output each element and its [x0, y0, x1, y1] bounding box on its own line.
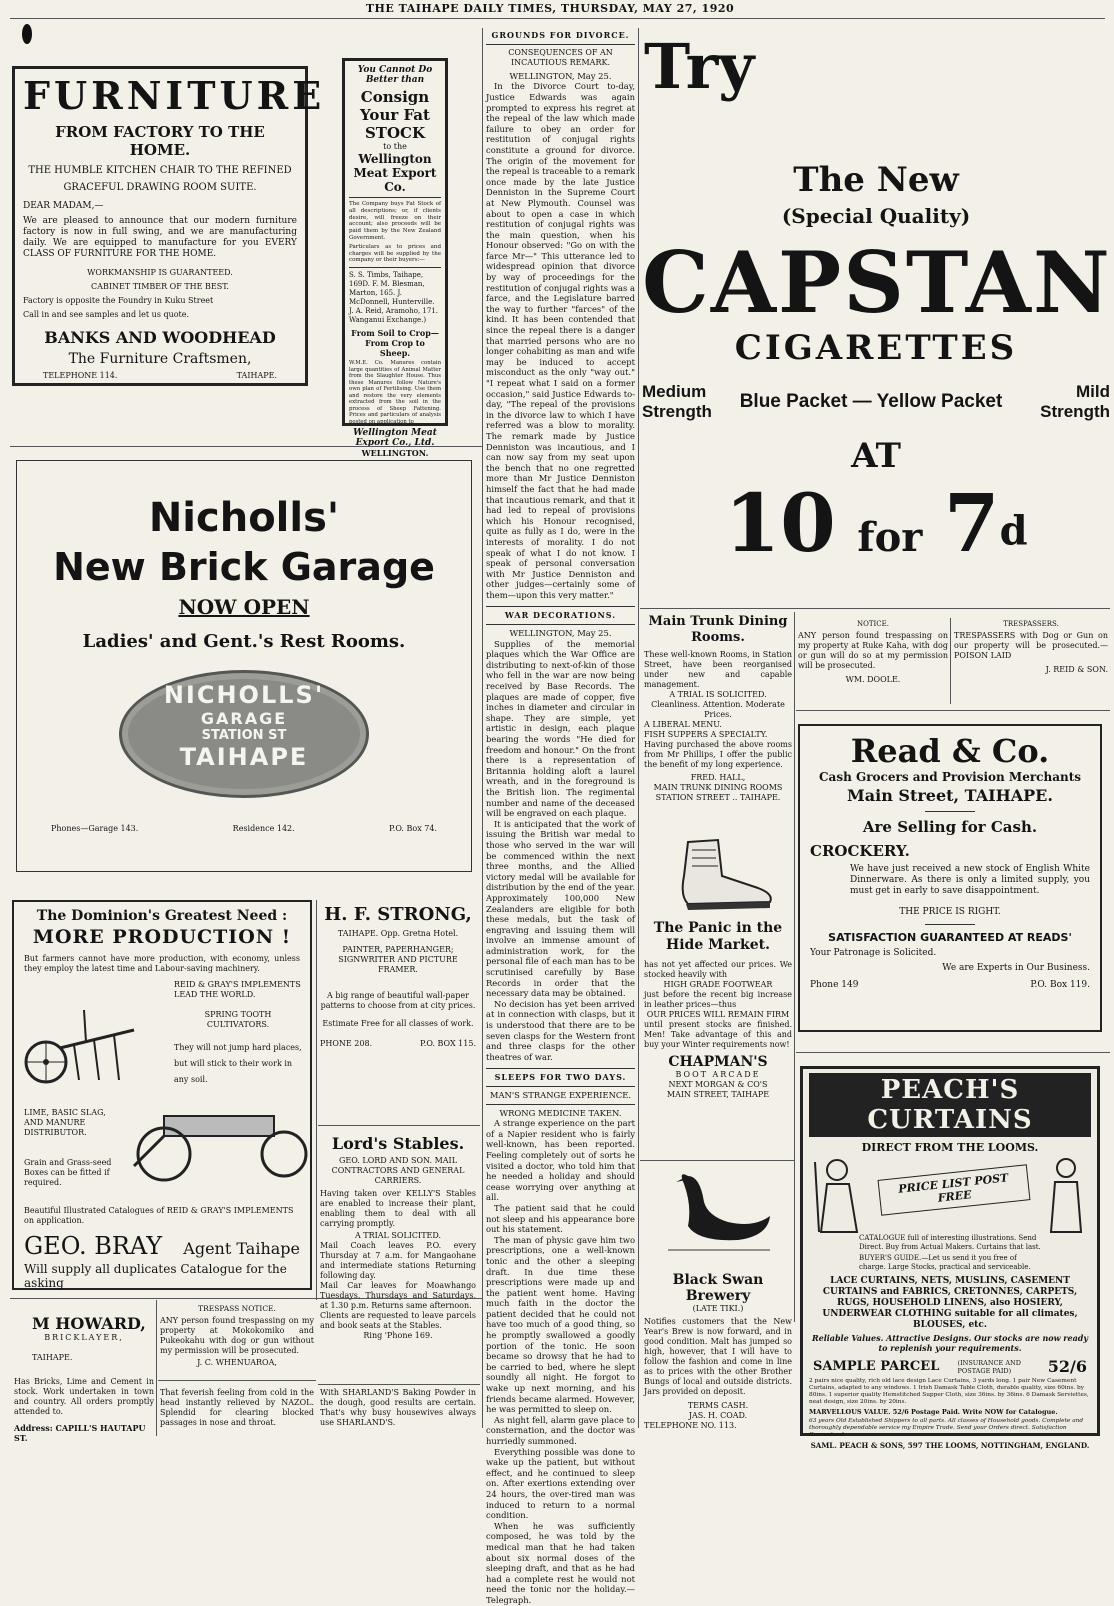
- wellington-meat-ad: [342, 58, 448, 459]
- lords-sub: GEO. LORD AND SON. MAIL CONTRACTORS AND GENERAL CARRIERS.: [331, 1156, 465, 1185]
- howard-ad: [14, 1304, 154, 1443]
- trespass2-body: ANY person found trespassing on my property at Mokokomiko and Pukeokahu with dog or gun without my permission will be prosecuted.: [160, 1316, 314, 1355]
- notice-ad: [798, 620, 948, 700]
- capstan-new: The New: [793, 160, 959, 200]
- divorce-sub: CONSEQUENCES OF AN INCAUTIOUS REMARK.: [508, 47, 613, 68]
- war-p2: It is anticipated that the work of issuing the British war medal to those who served in the war will be commenced within the next three months, and the Allied victory medal will be available for distribution by the end of the year. Approximately 100,000 New Zealanders are eligible for both these medals, but the task of engraving and issuing them will involve an immense amount of administration work, for the personal file of each man has to be scrutinised carefully by Base Records in order that the necessary data may be obtained.: [486, 818, 635, 999]
- swan-late: (LATE TIKI.): [692, 1304, 744, 1313]
- wellington-slogan: From Soil to Crop— From Crop to Sheep.: [351, 328, 439, 359]
- dominion-body: But farmers cannot have more production, with economy, unless they employ the latest time and Labour-saving machinery.: [24, 954, 300, 973]
- sleeps-p1: A strange experience on the part of a Napier resident who is fairly well-known, has been reported. Feeling completely out of sorts he visited a doctor, who told him that he needed a holiday and should cease worrying over anything at all.: [486, 1118, 635, 1203]
- sleeps-sub1: MAN'S STRANGE EXPERIENCE.: [489, 1090, 632, 1100]
- nicholls-phone: Phones—Garage 143.: [51, 824, 139, 833]
- dining-fish: FISH SUPPERS A SPECIALTY.: [644, 730, 768, 739]
- dining-body2: Having purchased the above rooms from Mr Phillips, I offer the public the benefit of my long experience.: [644, 740, 792, 769]
- wellington-l4: Wellington Meat Export Co.: [353, 152, 437, 194]
- nicholls-oval-sign: [119, 670, 369, 798]
- dominion-r6: Beautiful Illustrated Catalogues of REID & GRAY'S IMPLEMENTS on application.: [24, 1206, 294, 1225]
- peach-ad: [800, 1066, 1100, 1450]
- trespassers-head: TRESPASSERS.: [1003, 620, 1059, 628]
- sharland-body: With SHARLAND'S Baking Powder in the dough, good results are certain. That's why busy housewives always use SHARLAND'S.: [320, 1388, 476, 1427]
- swan-body: Notifies customers that the New Year's Brew is now forward, and in good condition. Malt has jumped so high, however, that I will have to follow the fashion and come in line as to prices with the other Brother Bungs of local and outside districts. Jars provided on deposit.: [644, 1317, 792, 1396]
- read-box: P.O. Box 119.: [1030, 980, 1090, 990]
- capstan-brand: CAPSTAN: [642, 233, 1112, 332]
- nazol-body: That feverish feeling from cold in the head instantly relieved by NAZOL. Splendid for clearing blocked passages in nose and throat.: [160, 1388, 314, 1427]
- wellington-body1: The Company buys Fat Stock of all descriptions; or, if clients desire, will freeze on their account; also proceeds will be paid them by the New Zealand Government.: [349, 201, 441, 241]
- notice-head: NOTICE.: [857, 620, 889, 628]
- read-experts: We are Experts in Our Business.: [942, 963, 1090, 973]
- read-body: We have just received a new stock of English White Dinnerware. As there is only a limited supply, you must get in early to save disappointment.: [850, 864, 1090, 896]
- lords-trial: A TRIAL SOLICITED.: [354, 1231, 442, 1240]
- nicholls-rooms: Ladies' and Gent.'s Rest Rooms.: [82, 631, 406, 652]
- notice-name: WM. DOOLE.: [845, 675, 901, 684]
- dining-ad: [644, 614, 792, 802]
- dominion-supply: Will supply all duplicates Catalogue for the asking: [24, 1262, 287, 1290]
- peach-addr: SAML. PEACH & SONS, 597 THE LOOMS, NOTTINGHAM, ENGLAND.: [810, 1441, 1090, 1450]
- war-p1: Supplies of the memorial plaques which the War Office are distributing to next-of-kin of those who fell in the war are now being received by Base Records. The plaques are made of copper, five inches in diameter and circular in shape. They are simple, yet artistic in design, each plaque bearing the words "He died for freedom and honour." On the front there is a representation of Britannia holding aloft a laurel wreath, and in the foreground is the British lion. The regimental number and name of the deceased will be engraved on each plaque.: [486, 638, 635, 819]
- divorce-dateline: WELLINGTON, May 25.: [509, 70, 612, 81]
- capstan-ten: 10: [724, 476, 836, 570]
- sleeps-p2: The patient said that he could not sleep and his appearance bore out his statement.: [486, 1202, 635, 1235]
- read-guarantee: SATISFACTION GUARANTEED AT READS': [828, 931, 1072, 944]
- swan-illustration: [658, 1166, 778, 1262]
- howard-trade: BRICKLAYER,: [44, 1333, 124, 1342]
- sleeps-p5: Everything possible was done to wake up the patient, but without effect, and he continued to sleep on. After exertions extending over 24 hours, the over-tired man was induced to return to a normal condition.: [486, 1446, 635, 1521]
- strong-ad: [320, 904, 476, 1048]
- swan-phone: TELEPHONE NO. 113.: [644, 1421, 737, 1430]
- capstan-d: d: [999, 507, 1028, 555]
- dining-menu: A LIBERAL MENU.: [644, 720, 722, 729]
- dominion-agent2: Agent Taihape: [183, 1239, 300, 1258]
- swan-owner: JAS. H. COAD.: [688, 1411, 748, 1420]
- peach-goods: LACE CURTAINS, NETS, MUSLINS, CASEMENT CURTAINS and FABRICS, CRETONNES, CARPETS, RUGS, HOUSEHOLD LINENS, also HOSIERY, UNDERWEAR CLOTHING suitable for all climates, BLOUSES, etc.: [822, 1276, 1078, 1330]
- sleeps-p3: The man of physic gave him two prescriptions, one a well-known tonic and the other a sleeping draft. In due time these prescriptions were made up and the patient went home. Having much faith in the doctor the patient decided that he could not have too much of a good thing, so he promptly swallowed a goodly portion of the tonic. He soon became so drowsy that he had to be carried to bed, where he slept soundly all night. He forgot to wake up next morning, and his friends became alarmed. However, he was permitted to sleep on.: [486, 1234, 635, 1415]
- nicholls-res: Residence 142.: [232, 824, 295, 833]
- figure-illustration: [1041, 1156, 1091, 1234]
- trespassers-ad: [954, 620, 1108, 700]
- war-head: WAR DECORATIONS.: [504, 610, 617, 621]
- furniture-title: FURNITURE: [23, 73, 326, 118]
- wellington-l3: to the: [383, 142, 407, 151]
- trespass2-head: TRESPASS NOTICE.: [198, 1304, 276, 1313]
- capstan-medium: Medium Strength: [642, 382, 712, 421]
- wellington-agents: S. S. Timbs, Taihape, 169D. F. M. Blesman, Marton, 165. J. McDonnell, Hunterville. J. A. Reid, Aramoho, 171. Wanganui Exchange.): [349, 271, 438, 325]
- dining-addr: MAIN TRUNK DINING ROOMS STATION STREET .. TAIHAPE.: [653, 783, 783, 802]
- peach-marv: MARVELLOUS VALUE. 52/6 Postage Paid. Write NOW for Catalogue.: [809, 1408, 1058, 1416]
- furniture-sub3: GRACEFUL DRAWING ROOM SUITE.: [63, 182, 257, 193]
- dining-virtues: Cleanliness. Attention. Moderate Prices.: [651, 700, 785, 719]
- dominion-r3: They will not jump hard places, but will stick to their work in any soil.: [174, 1043, 302, 1084]
- strong-name: H. F. STRONG,: [324, 904, 472, 925]
- britannia-illustration: [809, 1156, 869, 1234]
- howard-name: M HOWARD,: [32, 1314, 146, 1333]
- nazol-ad: [160, 1388, 314, 1438]
- furniture-line2: CABINET TIMBER OF THE BEST.: [91, 282, 229, 291]
- capstan-at: AT: [851, 436, 901, 476]
- shoe-firm: OUR PRICES WILL REMAIN FIRM: [646, 1010, 790, 1019]
- nicholls-oval3: STATION ST: [201, 728, 287, 743]
- strong-addr: TAIHAPE. Opp. Gretna Hotel.: [337, 929, 459, 938]
- howard-body: Has Bricks, Lime and Cement in stock. Work undertaken in town and country. All orders promptly attended to.: [14, 1377, 154, 1416]
- furniture-body: We are pleased to announce that our modern furniture factory is now in full swing, and we are manufacturing daily. We are equipped to manufacture for you EVERY CLASS OF FURNITURE FOR THE HOME.: [23, 216, 297, 259]
- dominion-ad: [12, 900, 312, 1290]
- nicholls-box: P.O. Box 74.: [389, 824, 437, 833]
- swan-terms: TERMS CASH.: [687, 1401, 749, 1410]
- capstan-ad: [642, 32, 1110, 602]
- wellington-body2: Particulars as to prices and charges will be supplied by the company or their buyers:—: [349, 243, 441, 264]
- divorce-head: GROUNDS FOR DIVORCE.: [491, 30, 630, 40]
- lords-clients: Clients are requested to leave parcels and book seats at the Stables.: [320, 1311, 476, 1330]
- peach-cat: CATALOGUE full of interesting illustrations. Send Direct. Buy from Actual Makers. Curtains that last.: [859, 1234, 1041, 1251]
- sleeps-p6: When he was sufficiently composed, he was told by the medical man that he had taken about six normal doses of the sleeping draft, and that as he had had a complete rest he would not need the tonic nor the holiday.—Telegraph.: [486, 1520, 635, 1605]
- dominion-agent: GEO. BRAY: [24, 1232, 163, 1260]
- shoe-body: has not yet affected our prices. We stocked heavily with: [644, 960, 792, 979]
- cultivator-illustration: [24, 1000, 144, 1090]
- page-corner-mark: [22, 24, 32, 44]
- peach-items: 2 pairs nice quality, rich old lace design Lace Curtains, 3 yards long. 1 pair New Casement Curtains, adapted to any windows. 1 Irish Damask Table Cloth, durable quality, size 60ins. by 80ins. 1 superior quality Hemstitched Supper Cloth, size 36ins. by 36ins. 6 Damask Serviettes, neat design, size 20ins. by 20ins.: [809, 1378, 1089, 1405]
- capstan-packets: Blue Packet — Yellow Packet: [739, 391, 1003, 412]
- strong-box: P.O. BOX 115.: [420, 1039, 476, 1048]
- peach-list: PRICE LIST POST FREE: [878, 1164, 1031, 1215]
- boot-illustration: [658, 836, 778, 916]
- wellington-city: WELLINGTON.: [361, 448, 429, 459]
- wellington-l1: You Cannot Do Better than: [357, 65, 433, 85]
- distributor-illustration: [134, 1106, 304, 1186]
- nicholls-oval1: NICHOLLS': [163, 681, 325, 709]
- wellington-body3: W.M.E. Co. Manures contain large quantities of Animal Matter from the Slaughter House. Thus these Manures follow Nature's own plan of Fertilising. Use them and restore the very elements extracted from the soil in the process of Sheep Fattening. Prices and particulars of analysis posted on application to: [349, 360, 441, 425]
- shoe-grade: HIGH GRADE FOOTWEAR: [663, 980, 773, 989]
- lords-body: Having taken over KELLY'S Stables are enabled to increase their plant, enabling them to deal with all carrying promptly.: [320, 1189, 476, 1228]
- peach-title: PEACH'S CURTAINS: [809, 1073, 1091, 1137]
- notice-body: ANY person found trespassing on my property at Ruke Kaha, with dog or gun will do so at my permission will be prosecuted.: [798, 631, 948, 670]
- dominion-head1: The Dominion's Greatest Need :: [36, 908, 288, 924]
- shoe-arcade: BOOT ARCADE: [675, 1070, 761, 1079]
- dominion-r1: REID & GRAY'S IMPLEMENTS LEAD THE WORLD.: [174, 980, 301, 999]
- lords-mail: Mail Coach leaves P.O. every Thursday at 7 a.m. for Mangaohane and intermediate stations Returning following day.: [320, 1241, 476, 1280]
- dining-title: Main Trunk Dining Rooms.: [648, 614, 788, 645]
- peach-guide: BUYER'S GUIDE.—Let us send it you free of charge. Large Stocks, practical and serviceable.: [859, 1254, 1031, 1271]
- strong-est: Estimate Free for all classes of work.: [322, 1019, 474, 1028]
- nicholls-open: NOW OPEN: [178, 595, 310, 619]
- capstan-price: 7: [943, 476, 1000, 570]
- read-crockery: CROCKERY.: [810, 842, 910, 860]
- peach-ins: (INSURANCE AND POSTAGE PAID): [957, 1358, 1021, 1375]
- capstan-try: Try: [644, 30, 755, 103]
- furniture-phone: TELEPHONE 114.: [43, 371, 118, 380]
- swan-title: Black Swan Brewery: [672, 1272, 764, 1304]
- shoe-street: MAIN STREET, TAIHAPE: [666, 1090, 770, 1099]
- war-p3: No decision has yet been arrived at in connection with clasps, but it is understood that there are to be seven clasps for the Western front and three clasps for the other theatres of war.: [486, 998, 635, 1062]
- peach-est: 63 years Old Established Shippers to all parts. All classes of Household goods. Complete and thoroughly dependable service my Empire Trade. Send your Orders direct. Satisfaction Guaranteed.: [809, 1418, 1084, 1438]
- furniture-line1: WORKMANSHIP IS GUARANTEED.: [87, 268, 233, 277]
- shoe-next: NEXT MORGAN & CO'S: [668, 1080, 768, 1089]
- capstan-mild: Mild Strength: [1040, 382, 1110, 421]
- dominion-r2: SPRING TOOTH CULTIVATORS.: [204, 1010, 272, 1029]
- furniture-line3: Factory is opposite the Foundry in Kuku Street: [23, 296, 214, 305]
- swan-ad: [644, 1166, 792, 1436]
- peach-price: 52/6: [1047, 1357, 1087, 1376]
- peach-parcel: SAMPLE PARCEL: [813, 1359, 940, 1374]
- sleeps-head: SLEEPS FOR TWO DAYS.: [494, 1072, 627, 1083]
- read-phone: Phone 149: [810, 980, 859, 990]
- furniture-sub1: FROM FACTORY TO THE HOME.: [55, 123, 265, 159]
- masthead: THE TAIHAPE DAILY TIMES, THURSDAY, MAY 27, 1920: [365, 2, 735, 15]
- trespass2-ad: [160, 1304, 314, 1380]
- nicholls-oval4: TAIHAPE: [179, 743, 309, 771]
- read-selling: Are Selling for Cash.: [862, 818, 1038, 836]
- lords-name: Lord's Stables.: [331, 1134, 465, 1153]
- strong-range: A big range of beautiful wall-paper patterns to choose from at city prices.: [320, 991, 476, 1010]
- dominion-head2: MORE PRODUCTION !: [32, 926, 292, 948]
- read-sub: Cash Grocers and Provision Merchants: [819, 770, 1081, 784]
- howard-town: TAIHAPE.: [32, 1353, 73, 1362]
- lords-ad: [320, 1134, 476, 1340]
- sleeps-p4: As night fell, alarm gave place to consternation, and the doctor was hurriedly summoned.: [486, 1414, 635, 1446]
- read-price: THE PRICE IS RIGHT.: [899, 907, 1001, 917]
- read-street: Main Street, TAIHAPE.: [847, 786, 1053, 805]
- howard-addr: Address: CAPILL'S HAUTAPU ST.: [14, 1423, 146, 1443]
- shoe-title: The Panic in the Hide Market.: [653, 920, 783, 953]
- trespassers-body: TRESPASSERS with Dog or Gun on our property will be prosecuted.—POISON LAID: [954, 631, 1108, 660]
- dominion-r5: Grain and Grass-seed Boxes can be fitted if required.: [24, 1158, 112, 1187]
- peach-reliable: Reliable Values. Attractive Designs. Our stocks are now ready to replenish your requirements.: [811, 1333, 1089, 1353]
- war-dateline: WELLINGTON, May 25.: [509, 628, 612, 639]
- capstan-cig: CIGARETTES: [734, 328, 1018, 368]
- furniture-firm: BANKS AND WOODHEAD: [44, 328, 276, 347]
- read-patron: Your Patronage is Solicited.: [810, 948, 937, 958]
- strong-trade: PAINTER, PAPERHANGER; SIGNWRITER AND PICTURE FRAMER.: [338, 945, 458, 974]
- wellington-firm: Wellington Meat Export Co., Ltd.: [353, 428, 437, 449]
- shoe-name: CHAPMAN'S: [668, 1054, 768, 1070]
- nicholls-ad: [16, 460, 472, 872]
- news-column: [486, 30, 635, 1605]
- furniture-salutation: DEAR MADAM,—: [23, 201, 104, 211]
- furniture-line4: Call in and see samples and let us quote.: [23, 310, 190, 319]
- dining-trial: A TRIAL IS SOLICITED.: [669, 690, 767, 699]
- read-ad: [798, 724, 1102, 1032]
- nicholls-name: Nicholls': [148, 495, 340, 541]
- lords-ring: Ring 'Phone 169.: [363, 1331, 433, 1340]
- shoe-ad: [644, 836, 792, 1166]
- nicholls-oval2: GARAGE: [200, 709, 288, 728]
- furniture-tagline: The Furniture Craftsmen,: [68, 351, 252, 367]
- trespassers-name: J. REID & SON.: [1045, 665, 1108, 674]
- sharland-ad: [320, 1388, 476, 1438]
- shoe-body2: just before the recent big increase in leather prices—thus: [644, 990, 792, 1009]
- trespass2-name: J. C. WHENUAROA,: [197, 1358, 277, 1367]
- peach-direct: DIRECT FROM THE LOOMS.: [861, 1141, 1039, 1154]
- capstan-for: for: [857, 514, 923, 561]
- read-name: Read & Co.: [850, 732, 1050, 770]
- nicholls-title: New Brick Garage: [53, 545, 435, 589]
- dining-body: These well-known Rooms, in Station Street, have been reorganised under new and capable management.: [644, 650, 792, 689]
- dominion-r4: LIME, BASIC SLAG, AND MANURE DISTRIBUTOR.: [24, 1108, 106, 1137]
- furniture-ad: [12, 66, 326, 386]
- dining-owner: FRED. HALL,: [690, 773, 746, 782]
- furniture-town: TAIHAPE.: [236, 371, 277, 380]
- divorce-body: In the Divorce Court to-day, Justice Edwards was again prompted to express his regret at the repeal of the law which made failure to obey an order for restitution of conjugal rights constitute a ground for divorce. The origin of the movement for the repeal is traceable to a remark once made by the late Justice Denniston in the Supreme Court at New Plymouth. Counsel was about to open a case in which restitution of conjugal rights was the main question, when his Honour observed: "Go on with the farce Mr—" This utterance led to widespread opinion that divorce by way of proceedings for the restitution of conjugal rights was a farce, and the Legislature barred the way to further "farces" of the kind. It has been contended that since the repeal there is a danger that married persons who are no longer cohabiting as man and wife may be induced to accept misconduct as the only "way out." "I repeat what I said on a former occasion," said Justice Edwards to-day, "The repeal of the provisions in the divorce law to which I have referred was a blow to morality. The remark made by Justice Denniston was incautious, and I can now say from my seat upon the bench that no one regretted more than Mr Justice Denniston himself the fact that he had made that incautious remark, and that it had led to repeal of provisions which his Honour recognised, quite as fully as I do, were in the interests of morality. I do not speak of what I do not know. I speak of personal conversation with Mr Justice Denniston and other judges—certainly some of them—upon this very matter.": [486, 81, 635, 600]
- capstan-special: (Special Quality): [781, 204, 971, 228]
- lords-car: Mail Car leaves for Moawhango Tuesdays, Thursdays and Saturdays, at 1.30 p.m. Returns same afternoon.: [320, 1281, 476, 1310]
- sleeps-sub2: WRONG MEDICINE TAKEN.: [499, 1107, 622, 1118]
- wellington-l2: Consign Your Fat STOCK: [360, 88, 430, 142]
- strong-phone: PHONE 208.: [320, 1039, 373, 1048]
- shoe-body3: until present stocks are finished. Men! Take advantage of this and buy your Winter requirements now!: [644, 1020, 792, 1049]
- furniture-sub2: THE HUMBLE KITCHEN CHAIR TO THE REFINED: [28, 165, 292, 176]
